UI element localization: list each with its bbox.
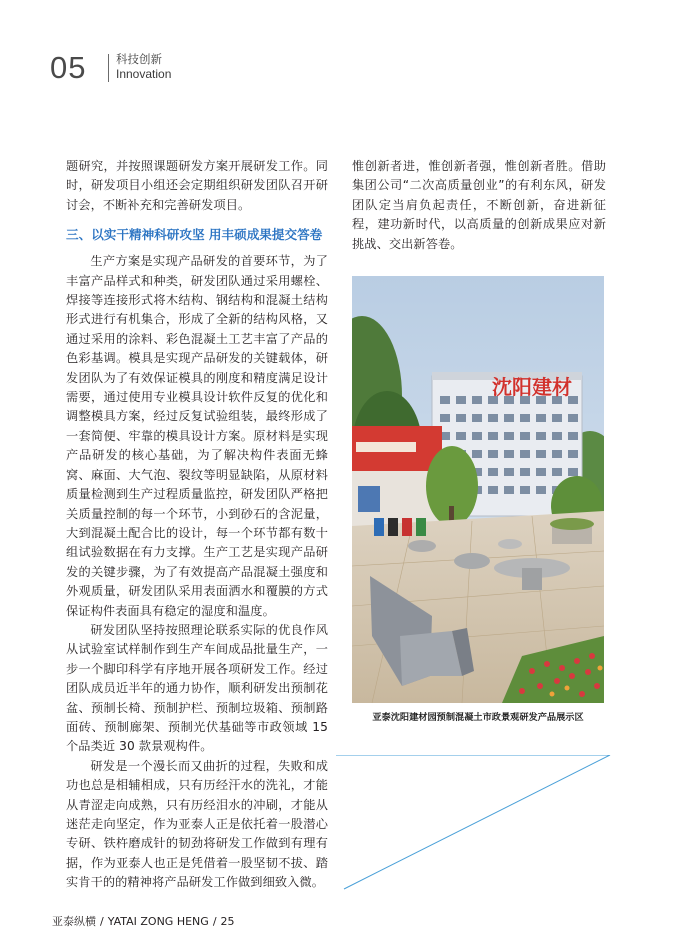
paragraph-production: 生产方案是实现产品研发的首要环节，为了丰富产品样式和种类，研发团队通过采用螺栓、焊接等连接形式将木结构、钢结构和混凝土结构形式进行有机集合，形成了全新的结构风格，又通过采用的涂料、彩色混凝土工艺丰富了产品的色彩基调。模具是实现产品研发的关键载体，研发团队为了有效保证模具的刚度和精度满足设计需要，通过使用专业模具设计软件反复的优化和调整模具方案，经过反复试验组装，最终形成了一套简便、牢靠的模具设计方案。原材料是实现产品研发的核心基础，为了解决构件表面无蜂窝、麻面、大气泡、裂纹等明显缺陷，从原材料质量检测到生产过程质量监控，研发团队严格把关质量控制的每一个环节，小到砂石的含泥量，大到混凝土配合比的设计，每一个环节都有数十组试验数据在有力支撑。生产工艺是实现产品研发的关键步骤，为了有效提高产品混凝土强度和外观质量，研发团队采用表面洒水和覆膜的方式保证构件表面具有稳定的湿度和温度。	[66, 254, 328, 618]
paragraph-innovation: 惟创新者进，惟创新者强，惟创新者胜。借助集团公司“二次高质量创业”的有利东风，研发团队定当肩负起责任，不断创新，奋进新征程，建功新时代，以高质量的创新成果应对新挑战、交出新答卷。	[352, 159, 606, 251]
paragraph-team: 研发团队坚持按照理论联系实际的优良作风从试验室试样制作到生产车间成品批量生产，一步一个脚印科学有序地开展各项研发工作。经过团队成员近半年的通力协作，顺利研发出预制花盆、预制长椅、预制护栏、预制垃圾箱、预制路面砖、预制廊架、预制光伏基础等市政领域 15 个品类近 30 款景观构件。	[66, 622, 328, 754]
page-number: 25	[220, 915, 235, 928]
section-title-cn: 科技创新	[116, 52, 162, 66]
subsection-heading: 三、以实干精神科研攻坚 用丰硕成果提交答卷	[66, 227, 323, 243]
section-divider	[108, 54, 109, 82]
right-column	[352, 157, 606, 254]
magazine-name-cn: 亚泰纵横	[52, 915, 96, 928]
page-footer: 亚泰纵横 / YATAI ZONG HENG / 25	[52, 915, 235, 928]
building-sign: 沈阳建材	[492, 375, 572, 399]
section-title-en: Innovation	[116, 67, 172, 81]
paragraph-perseverance: 研发是一个漫长而又曲折的过程，失败和成功也总是相辅相成，只有历经汗水的洗礼，才能从青涩走向成熟，只有历经泪水的冲刷，才能从迷茫走向坚定，作为亚泰人正是依托着一股潜心专研、铁杵磨成针的韧劲将研发工作做到有理有据，作为亚泰人也正是凭借着一股坚韧不拔、踏实肯干的的精神将产品研发工作做到细致入微。	[66, 758, 328, 890]
paragraph-continued: 题研究，并按照课题研发方案开展研发工作。同时，研发项目小组还会定期组织研发团队召开研讨会，不断补充和完善研发项目。	[66, 159, 328, 212]
showcase-photo	[352, 276, 604, 703]
left-column	[66, 157, 328, 893]
decorative-lines	[318, 755, 700, 895]
photo-caption: 亚泰沈阳建材园预制混凝土市政景观研发产品展示区	[372, 712, 584, 723]
section-number: 05	[50, 50, 87, 85]
magazine-name-en: YATAI ZONG HENG	[107, 915, 209, 928]
